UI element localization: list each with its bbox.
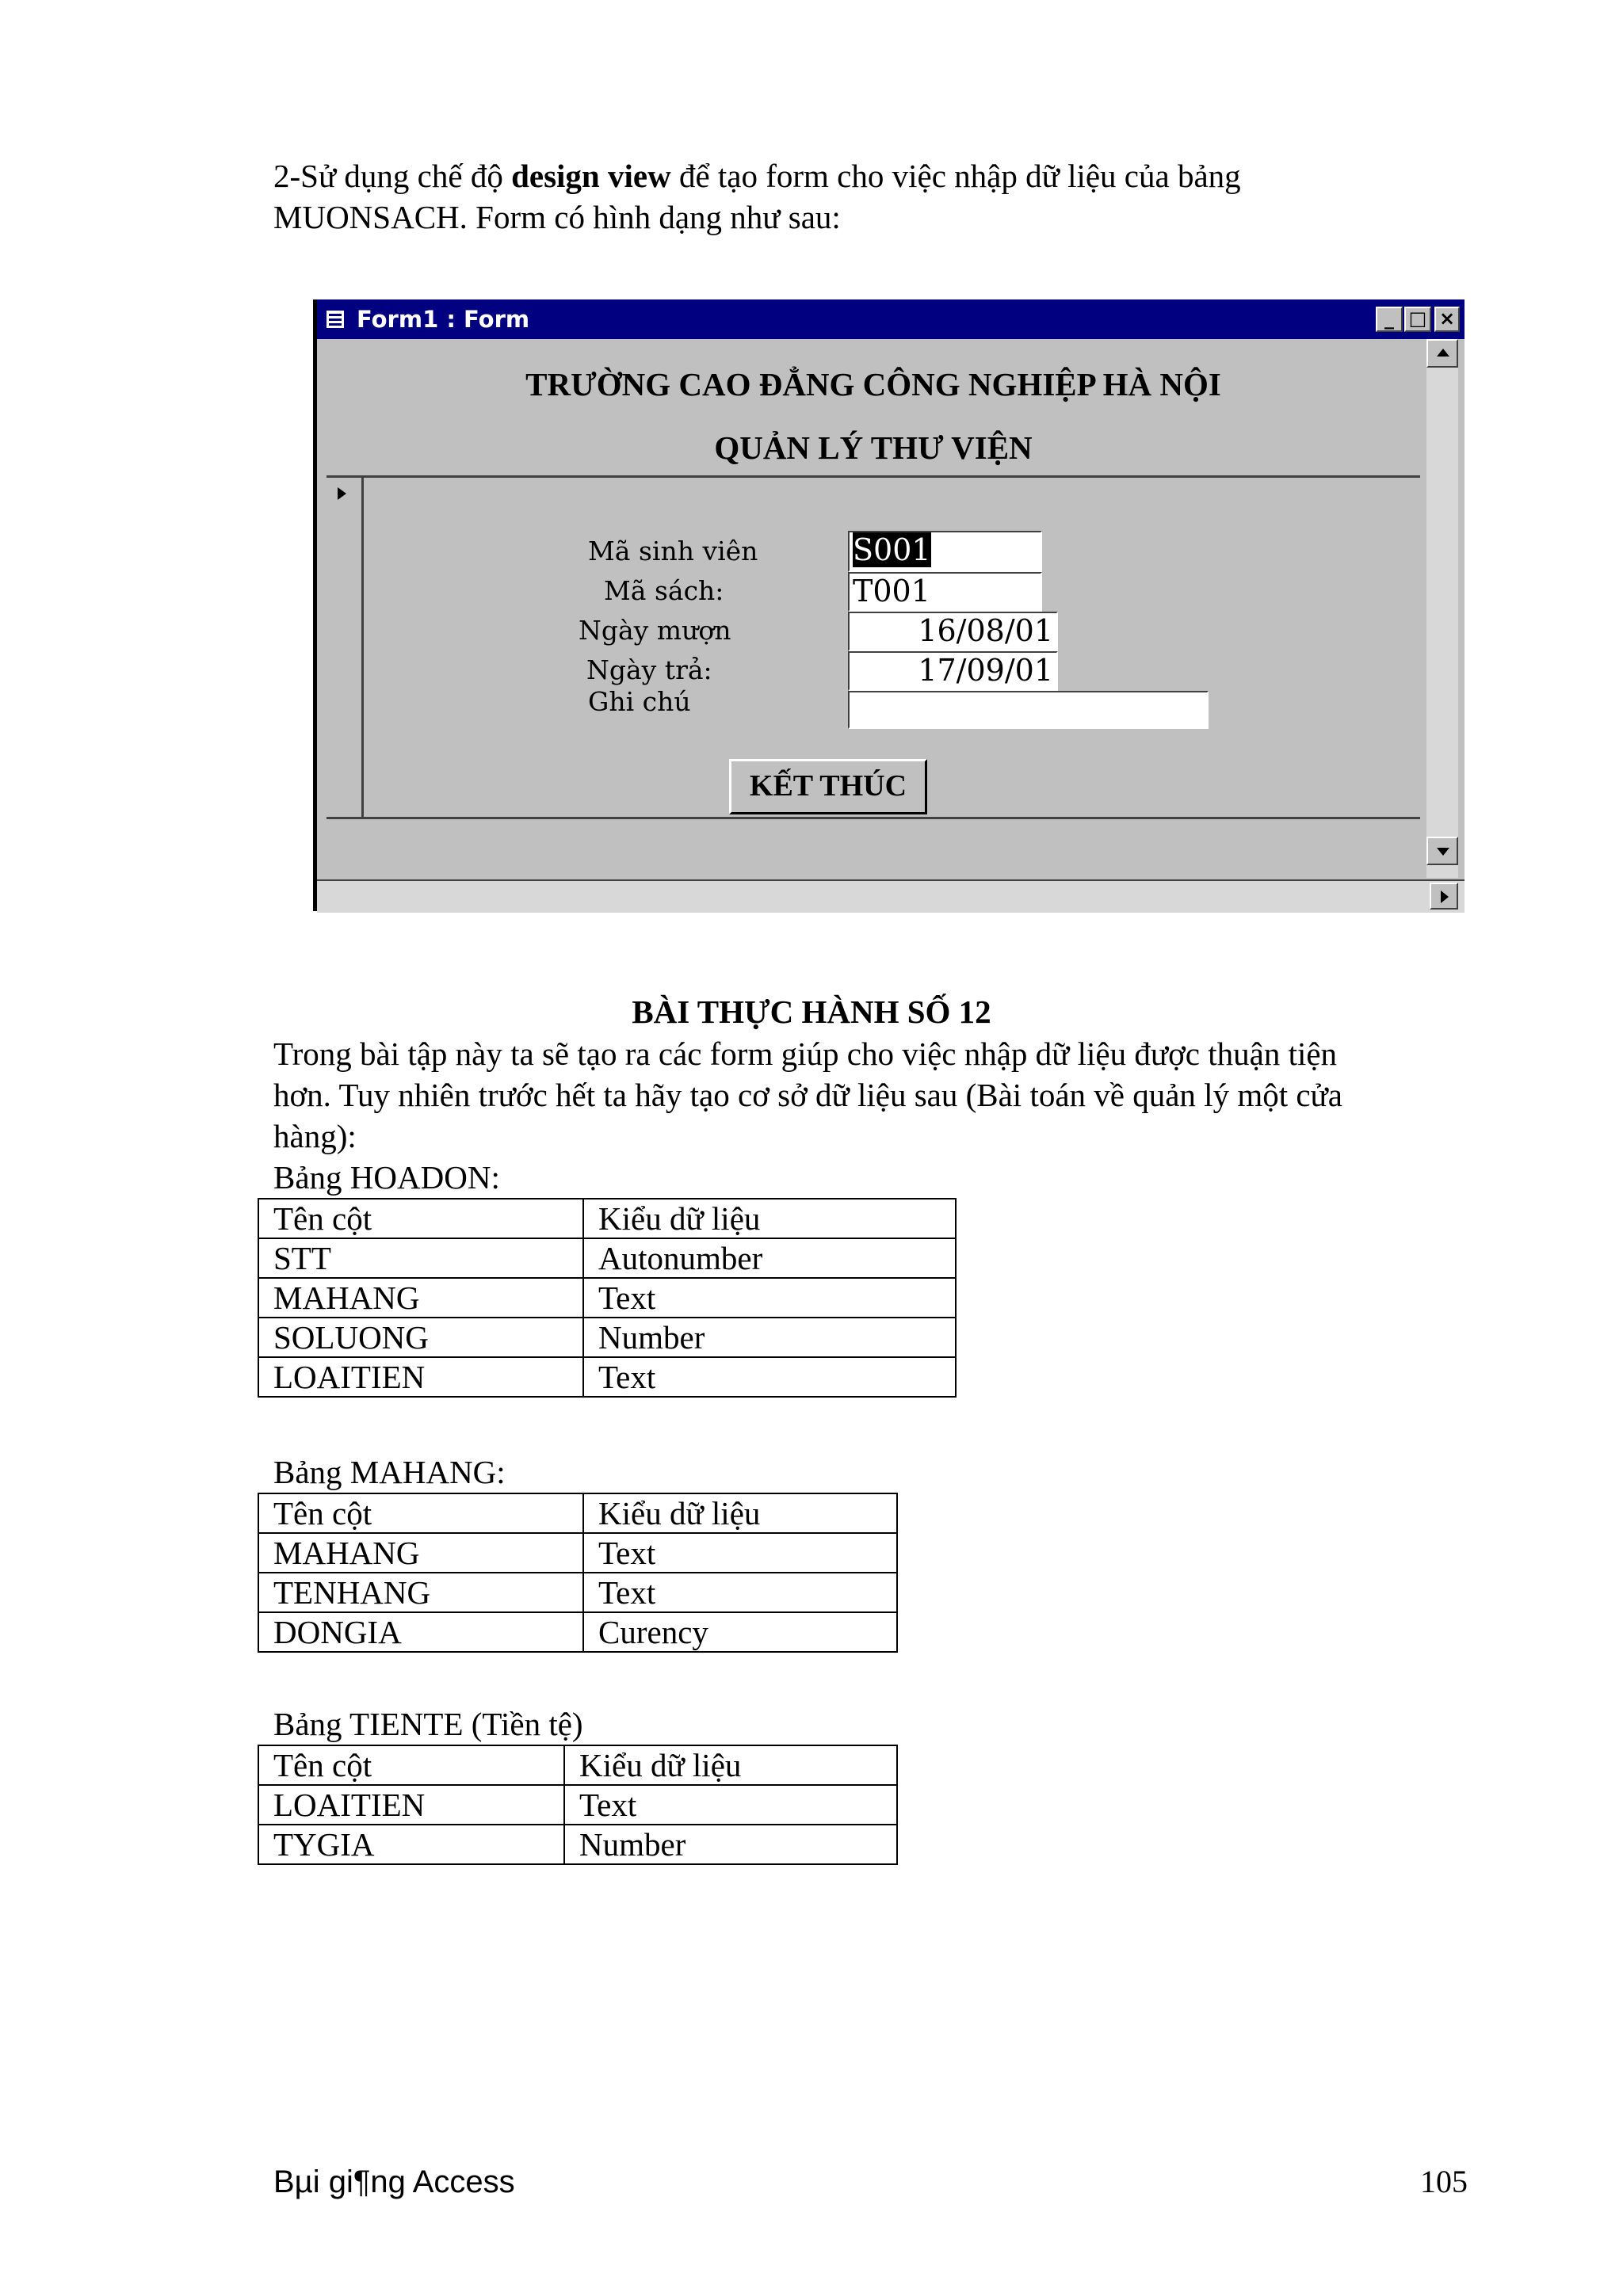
ket-thuc-button[interactable]: KẾT THÚC [729,759,927,814]
table-cell: Tên cột [258,1745,564,1785]
table-caption-hoadon: Bảng HOADON: [273,1159,500,1196]
table-hoadon [258,1198,957,1398]
form-window [313,299,1465,911]
table-cell: TENHANG [258,1573,583,1612]
intro-prefix: 2-Sử dụng chế độ [273,158,512,194]
table-cell: Text [583,1533,897,1573]
table-row [258,1278,956,1318]
scroll-down-icon[interactable] [1426,837,1458,865]
table-cell: LOAITIEN [258,1785,564,1825]
close-button[interactable]: × [1434,307,1460,332]
scroll-up-icon[interactable] [1426,339,1458,368]
form-header-subtitle: QUẢN LÝ THƯ VIỆN [714,429,1033,466]
table-cell: SOLUONG [258,1318,583,1357]
table-row [258,1238,956,1278]
form-header [327,341,1420,478]
table-row [258,1745,897,1785]
table-cell: DONGIA [258,1612,583,1652]
form-header-title: TRƯỜNG CAO ĐẲNG CÔNG NGHIỆP HÀ NỘI [525,366,1221,402]
intro-line-2: MUONSACH. Form có hình dạng như sau: [273,199,841,235]
section-heading: BÀI THỰC HÀNH SỐ 12 [632,994,991,1030]
table-row [258,1199,956,1238]
page-number: 105 [1420,2164,1468,2199]
table-caption-mahang: Bảng MAHANG: [273,1454,506,1490]
table-cell: Kiểu dữ liệu [583,1199,956,1238]
table-cell: MAHANG [258,1533,583,1573]
field-ma-sach[interactable]: T001 [848,572,1042,612]
table-cell: Curency [583,1612,897,1652]
minimize-button[interactable]: _ [1376,307,1403,332]
table-cell: Text [583,1278,956,1318]
form-icon [327,311,344,328]
table-cell: Tên cột [258,1493,583,1533]
table-cell: Text [583,1573,897,1612]
detail-divider [327,817,1420,819]
table-cell: MAHANG [258,1278,583,1318]
field-ma-sinh-vien[interactable] [848,531,1042,572]
table-cell: Text [583,1357,956,1397]
form-title-bar [317,299,1465,339]
table-row [258,1825,897,1864]
table-cell: LOAITIEN [258,1357,583,1397]
table-mahang [258,1493,898,1653]
record-selector[interactable] [327,478,364,817]
intro-bold: design view [511,158,671,194]
table-cell: STT [258,1238,583,1278]
table-cell: Kiểu dữ liệu [564,1745,897,1785]
vertical-scrollbar[interactable] [1426,339,1458,878]
field-ngay-muon[interactable]: 16/08/01 [848,612,1058,651]
table-row [258,1357,956,1397]
table-cell: Text [564,1785,897,1825]
field-ghi-chu[interactable] [848,691,1209,729]
table-tiente [258,1745,898,1865]
table-cell: Number [583,1318,956,1357]
label-ma-sach: Mã sách: [604,575,724,606]
footer-title: Bµi gi¶ng Access [273,2164,515,2199]
table-row [258,1612,897,1652]
field-ngay-tra[interactable]: 17/09/01 [848,651,1058,691]
table-cell: Number [564,1825,897,1864]
section-intro-2: hơn. Tuy nhiên trước hết ta hãy tạo cơ sở dữ liệu sau (Bài toán về quản lý một cửa [273,1077,1342,1113]
label-ngay-tra: Ngày trả: [586,654,712,685]
record-pointer-icon [338,487,346,500]
form-title: Form1 : Form [357,306,530,333]
table-row [258,1573,897,1612]
table-row [258,1533,897,1573]
table-row [258,1318,956,1357]
table-cell: TYGIA [258,1825,564,1864]
scroll-right-icon[interactable] [1430,883,1458,910]
label-ma-sinh-vien: Mã sinh viên [588,536,758,566]
table-row [258,1785,897,1825]
value-ma-sinh-vien: S001 [853,532,931,567]
section-intro-3: hàng): [273,1118,357,1154]
table-cell: Kiểu dữ liệu [583,1493,897,1533]
table-caption-tiente: Bảng TIENTE (Tiền tệ) [273,1706,583,1742]
section-intro-1: Trong bài tập này ta sẽ tạo ra các form giúp cho việc nhập dữ liệu được thuận tiện [273,1035,1338,1072]
label-ngay-muon: Ngày mượn [579,615,731,646]
table-row [258,1493,897,1533]
intro-suffix: để tạo form cho việc nhập dữ liệu của bảng [670,158,1241,194]
table-cell: Autonumber [583,1238,956,1278]
label-ghi-chu: Ghi chú [588,686,691,717]
table-cell: Tên cột [258,1199,583,1238]
maximize-button[interactable]: □ [1404,307,1431,332]
horizontal-scrollbar[interactable] [317,879,1465,913]
intro-line-1 [273,155,1241,196]
